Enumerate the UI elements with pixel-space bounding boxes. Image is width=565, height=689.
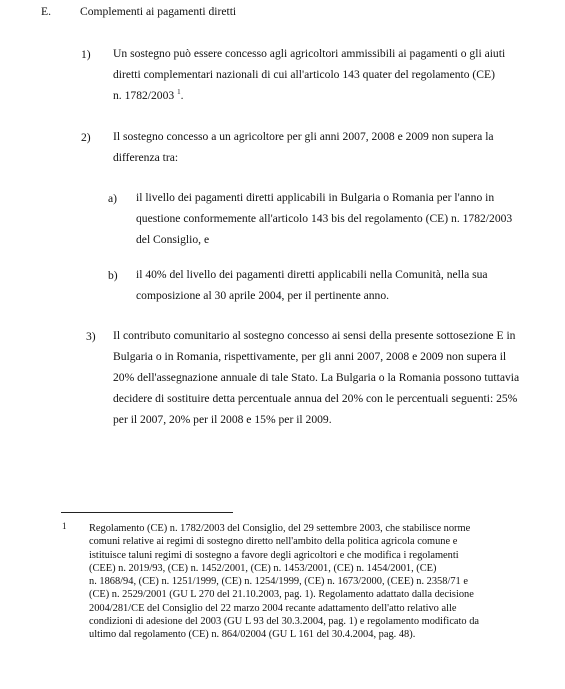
footnote-line: Regolamento (CE) n. 1782/2003 del Consiglio, del 29 settembre 2003, che stabilisce norme — [89, 523, 471, 534]
subpoint-letter: a) — [108, 192, 118, 205]
footnote-line: condizioni di adesione del 2003 (GU L 93 del 30.3.2004, pag. 1) e regolamento modificato da — [89, 616, 480, 628]
footnote-line: ultimo dal regolamento (CE) n. 864/02004 (GU L 161 del 30.4.2004, pag. 48). — [89, 629, 416, 641]
footnote-line: (CE) n. 2529/2001 (GU L 270 del 21.10.2003, pag. 1). Regolamento adattato dalla decisione — [89, 589, 474, 601]
footnote-reference[interactable]: 1 — [177, 88, 181, 97]
footnote-line: istituisce taluni regimi di sostegno a favore degli agricoltori e che modifica i regolamenti — [89, 549, 459, 561]
text-line: Il contributo comunitario al sostegno concesso ai sensi della presente sottosezione E in — [113, 329, 516, 342]
footnote-line: 2004/281/CE del Consiglio del 22 marzo 2004 recante adattamento dell'atto relativo alle — [89, 602, 457, 614]
footnote-line: n. 1868/94, (CE) n. 1251/1999, (CE) n. 1254/1999, (CE) n. 1673/2000, (CEE) n. 2358/71 e — [89, 576, 468, 588]
point-number: 2) — [81, 131, 91, 144]
text-fragment: n. 1782/2003 — [113, 89, 175, 102]
text-line: diretti complementari nazionali di cui all'articolo 143 quater del regolamento (CE) — [113, 68, 495, 81]
point-2-text — [113, 126, 494, 168]
point-3-text — [113, 325, 519, 430]
text-line: Bulgaria o in Romania, rispettivamente, per gli anni 2007, 2008 e 2009 non supera il — [113, 350, 507, 363]
subpoint-b-text — [136, 264, 488, 306]
text-line — [113, 85, 505, 106]
text-line: composizione al 30 aprile 2004, per il pertinente anno. — [136, 289, 390, 302]
text-line: del Consiglio, e — [136, 233, 210, 246]
text-line: per il 2007, 20% per il 2008 e 15% per il 2009. — [113, 413, 332, 426]
footnote-separator — [61, 512, 233, 513]
text-fragment: . — [180, 89, 184, 102]
text-line: questione conformemente all'articolo 143 bis del regolamento (CE) n. 1782/2003 — [136, 212, 513, 225]
section-letter: E. — [41, 5, 51, 18]
point-number: 1) — [81, 48, 91, 61]
subpoint-letter: b) — [108, 269, 118, 282]
section-title: Complementi ai pagamenti diretti — [80, 5, 237, 18]
text-line: Un sostegno può essere concesso agli agricoltori ammissibili ai pagamenti o gli aiuti — [113, 47, 506, 60]
point-number: 3) — [86, 330, 96, 343]
text-line: 20% dell'assegnazione annuale di tale Stato. La Bulgaria o la Romania possono tuttavia — [113, 371, 520, 384]
point-1-text — [113, 43, 505, 106]
footnote-text — [89, 522, 479, 642]
text-line: il livello dei pagamenti diretti applicabili in Bulgaria o Romania per l'anno in — [136, 191, 495, 204]
text-line: il 40% del livello dei pagamenti diretti applicabili nella Comunità, nella sua — [136, 268, 488, 281]
footnote-line: comuni relative ai regimi di sostegno diretto nell'ambito della politica agricola comune e — [89, 536, 458, 548]
subpoint-a-text — [136, 187, 512, 250]
text-line: decidere di sostituire detta percentuale annua del 20% con le percentuali seguenti: 25% — [113, 392, 518, 405]
text-line: Il sostegno concesso a un agricoltore per gli anni 2007, 2008 e 2009 non supera la — [113, 130, 494, 143]
footnote-line: (CEE) n. 2019/93, (CE) n. 1452/2001, (CE) n. 1453/2001, (CE) n. 1454/2001, (CE) — [89, 562, 437, 574]
text-line: differenza tra: — [113, 151, 179, 164]
footnote-mark: 1 — [62, 521, 67, 531]
